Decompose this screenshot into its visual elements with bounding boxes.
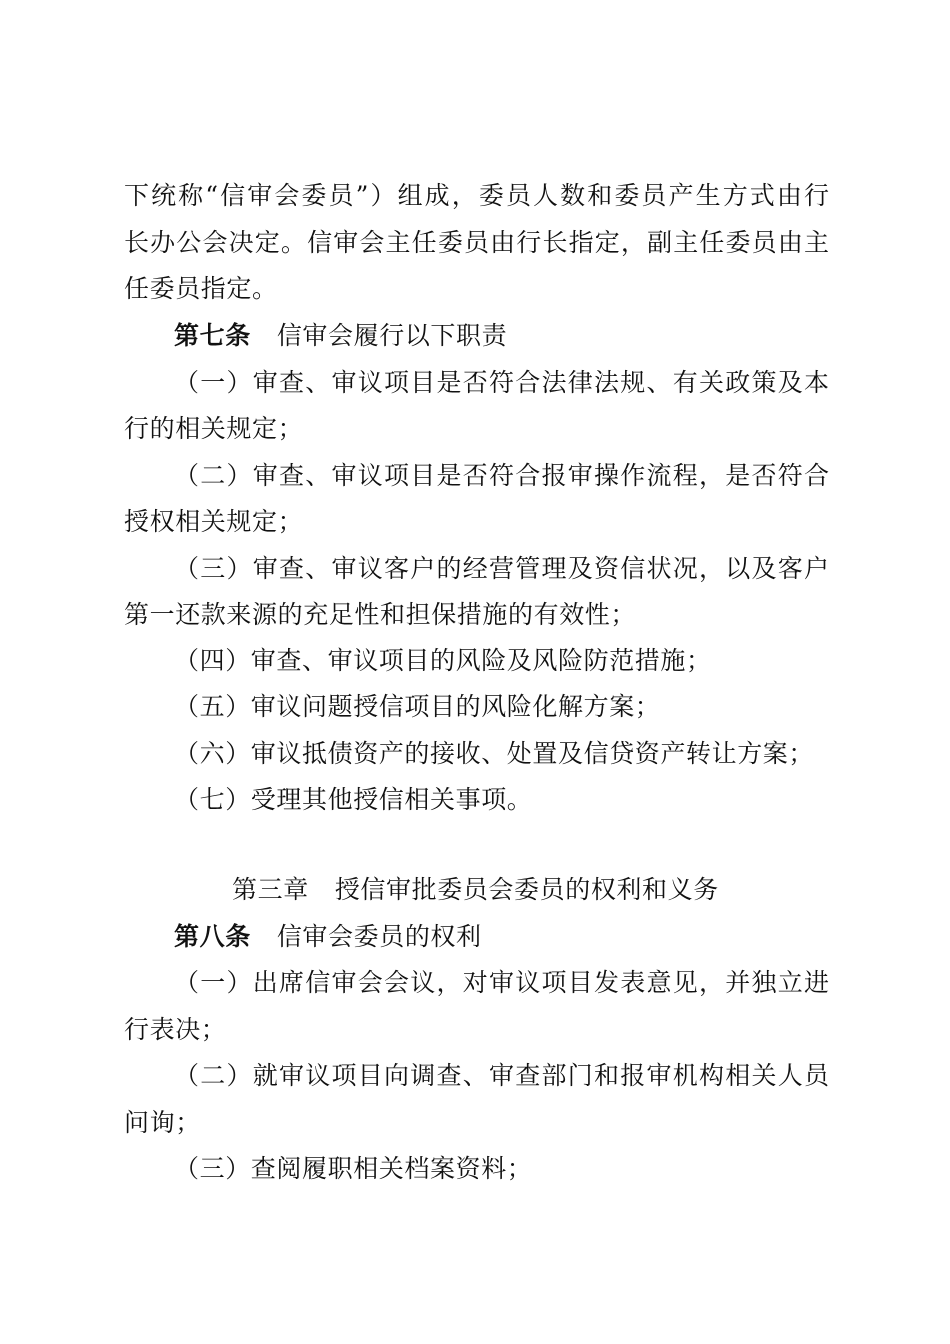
- list-item-line: 问询；: [124, 1108, 201, 1137]
- list-item-line: 行的相关规定；: [124, 414, 304, 443]
- list-item-line: （二）就审议项目向调查、审查部门和报审机构相关人员: [174, 1061, 829, 1090]
- list-item-line: （六）审议抵债资产的接收、处置及信贷资产转让方案；: [174, 739, 815, 768]
- paragraph-line: 任委员指定。: [124, 274, 278, 303]
- list-item-line: （一）出席信审会会议，对审议项目发表意见，并独立进: [174, 968, 829, 997]
- list-item-line: （五）审议问题授信项目的风险化解方案；: [174, 692, 661, 721]
- list-item-line: 授权相关规定；: [124, 507, 304, 536]
- list-item-line: 行表决；: [124, 1015, 227, 1044]
- article-text: 信审会委员的权利: [276, 922, 482, 951]
- list-item-line: （二）审查、审议项目是否符合报审操作流程，是否符合: [174, 461, 829, 490]
- article-8-heading: [174, 922, 482, 952]
- chapter-title: 授信审批委员会委员的权利和义务: [334, 875, 719, 904]
- article-7-heading: [174, 321, 507, 351]
- list-item-line: （一）审查、审议项目是否符合法律法规、有关政策及本: [174, 368, 829, 397]
- list-item-line: （四）审查、审议项目的风险及风险防范措施；: [174, 646, 712, 675]
- chapter-label: 第三章: [232, 875, 309, 904]
- chapter-heading: [232, 875, 719, 905]
- list-item-line: （七）受理其他授信相关事项。: [174, 785, 533, 814]
- list-item-line: 第一还款来源的充足性和担保措施的有效性；: [124, 600, 637, 629]
- paragraph-line: 下统称“信审会委员”）组成，委员人数和委员产生方式由行: [124, 181, 829, 210]
- article-label: 第八条: [174, 922, 251, 951]
- list-item-line: （三）查阅履职相关档案资料；: [174, 1154, 533, 1183]
- list-item-line: （三）审查、审议客户的经营管理及资信状况，以及客户: [174, 554, 829, 583]
- paragraph-line: 长办公会决定。信审会主任委员由行长指定，副主任委员由主: [124, 228, 829, 257]
- article-text: 信审会履行以下职责: [276, 321, 508, 350]
- article-label: 第七条: [174, 321, 251, 350]
